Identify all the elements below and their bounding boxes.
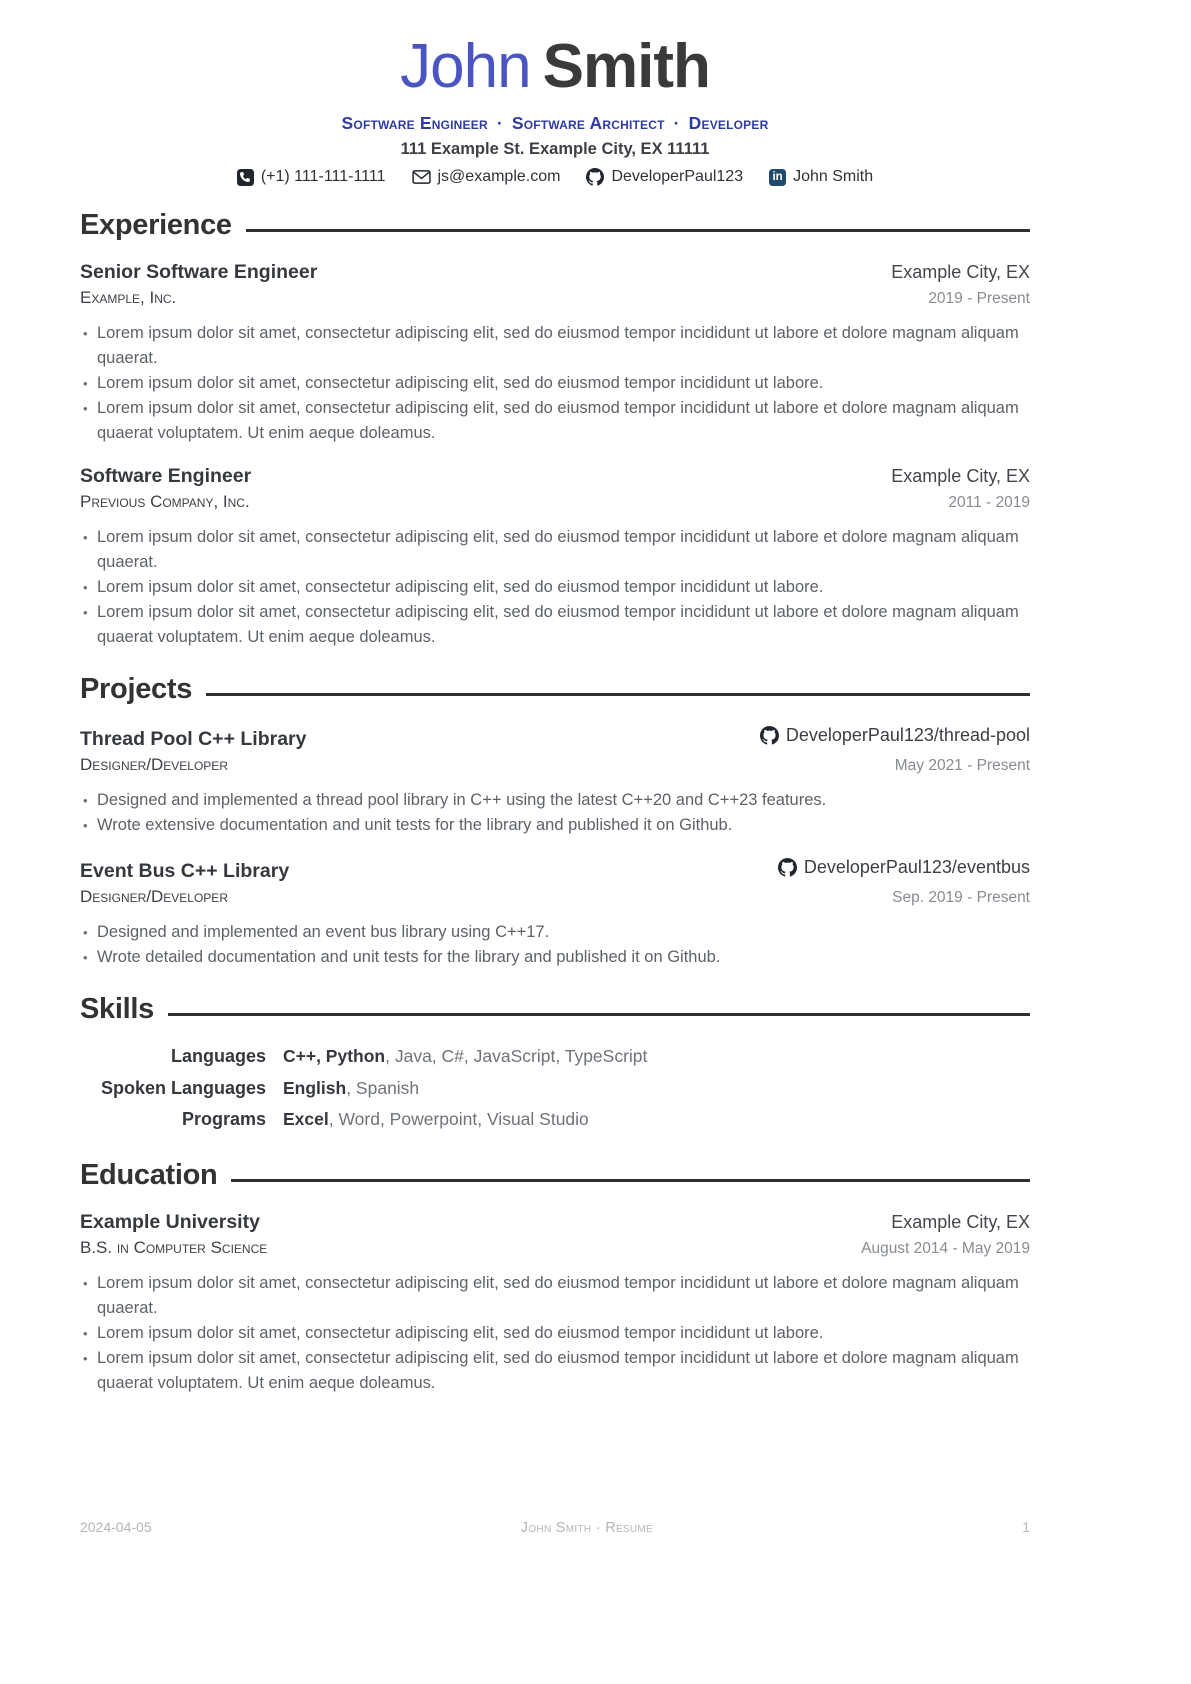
tagline-separator: · (496, 113, 503, 134)
bullet-item: • Wrote extensive documentation and unit tests for the library and published it on Github. (80, 813, 1030, 838)
project-title: Thread Pool C++ Library (80, 728, 307, 751)
email-address: js@example.com (437, 168, 561, 186)
job-bullets (80, 321, 1030, 446)
school-location: Example City, EX (891, 1211, 1030, 1232)
skills-table (80, 1041, 1030, 1136)
section-rule (206, 693, 1030, 696)
contact-row (80, 168, 1030, 186)
bullet-item: • Designed and implemented a thread pool library in C++ using the latest C++20 and C++23 features. (80, 788, 1030, 813)
first-name: John (400, 32, 531, 101)
skill-value-primary: English (283, 1077, 347, 1098)
skill-value (283, 1104, 589, 1136)
skill-value-primary: Excel (283, 1109, 329, 1130)
section-education (80, 1159, 1030, 1396)
education-entry (80, 1211, 1030, 1396)
section-heading-row (80, 209, 1030, 242)
skill-value (283, 1073, 419, 1105)
section-title: Projects (80, 673, 193, 706)
project-entry (80, 857, 1030, 970)
email-contact[interactable] (412, 168, 561, 186)
last-name: Smith (542, 32, 710, 101)
github-repo-link[interactable] (760, 725, 1030, 746)
job-title: Software Engineer (80, 465, 252, 488)
footer-page-number: 1 (1022, 1519, 1030, 1535)
bullet-item: • Lorem ipsum dolor sit amet, consectetur adipiscing elit, sed do eiusmod tempor incididunt ut labore. (80, 371, 1030, 396)
skill-row (80, 1041, 1030, 1073)
project-bullets (80, 920, 1030, 970)
bullet-item: • Designed and implemented an event bus library using C++17. (80, 920, 1030, 945)
skill-label: Spoken Languages (100, 1077, 266, 1098)
section-rule (168, 1013, 1030, 1016)
section-heading-row (80, 673, 1030, 706)
skill-row (80, 1104, 1030, 1136)
job-location: Example City, EX (891, 262, 1030, 283)
resume-header (80, 34, 1030, 186)
project-dates: Sep. 2019 - Present (892, 889, 1030, 907)
repo-name: DeveloperPaul123/eventbus (803, 857, 1030, 878)
section-heading-row (80, 993, 1030, 1026)
linkedin-contact[interactable] (769, 168, 873, 186)
project-role: Designer/Developer (80, 887, 228, 907)
github-repo-link[interactable] (778, 857, 1030, 878)
tagline: Software Engineer (341, 113, 488, 134)
github-icon (778, 858, 797, 877)
repo-name: DeveloperPaul123/thread-pool (785, 725, 1030, 746)
section-experience (80, 209, 1030, 650)
job-dates: 2019 - Present (928, 290, 1030, 308)
project-bullets (80, 788, 1030, 838)
job-dates: 2011 - 2019 (948, 494, 1030, 512)
section-projects (80, 673, 1030, 970)
section-rule (231, 1179, 1030, 1182)
skill-row (80, 1073, 1030, 1105)
page-footer (80, 1519, 1030, 1536)
company-name: Example, Inc. (80, 288, 177, 308)
taglines (80, 113, 1030, 134)
bullet-item: • Lorem ipsum dolor sit amet, consectetur adipiscing elit, sed do eiusmod tempor incididunt ut labore et dolore magnam aliquam quaerat voluptatem. Ut enim aeque doleamus. (80, 600, 1030, 650)
full-name (80, 34, 1030, 99)
phone-number: (+1) 111-111-1111 (260, 168, 386, 186)
bullet-item: • Lorem ipsum dolor sit amet, consectetur adipiscing elit, sed do eiusmod tempor incididunt ut labore et dolore magnam aliquam quaerat. (80, 1271, 1030, 1321)
bullet-item: • Lorem ipsum dolor sit amet, consectetur adipiscing elit, sed do eiusmod tempor incididunt ut labore. (80, 575, 1030, 600)
tagline: Software Architect (511, 113, 665, 134)
job-title: Senior Software Engineer (80, 261, 318, 284)
education-dates: August 2014 - May 2019 (861, 1239, 1030, 1257)
address-line: 111 Example St. Example City, EX 11111 (400, 140, 710, 159)
section-title: Experience (80, 209, 232, 242)
section-rule (246, 229, 1030, 232)
school-name: Example University (80, 1210, 260, 1233)
project-dates: May 2021 - Present (894, 757, 1030, 775)
bullet-item: • Lorem ipsum dolor sit amet, consectetur adipiscing elit, sed do eiusmod tempor incididunt ut labore. (80, 1321, 1030, 1346)
github-contact[interactable] (586, 168, 743, 186)
job-bullets (80, 525, 1030, 650)
footer-title: John Smith · Résumé (520, 1520, 654, 1536)
section-skills (80, 993, 1030, 1136)
project-title: Event Bus C++ Library (80, 860, 290, 883)
skill-value-secondary: , Java, C#, JavaScript, TypeScript (385, 1046, 648, 1067)
skill-value-primary: C++, Python (283, 1046, 386, 1067)
footer-date: 2024-04-05 (80, 1519, 152, 1535)
email-icon (412, 170, 431, 184)
github-icon (586, 168, 604, 186)
section-heading-row (80, 1159, 1030, 1192)
github-username: DeveloperPaul123 (611, 168, 744, 186)
bullet-item: • Lorem ipsum dolor sit amet, consectetur adipiscing elit, sed do eiusmod tempor incididunt ut labore et dolore magnam aliquam quaerat voluptatem. Ut enim aeque doleamus. (80, 1346, 1030, 1396)
skill-value (283, 1041, 647, 1073)
bullet-item: • Lorem ipsum dolor sit amet, consectetur adipiscing elit, sed do eiusmod tempor incididunt ut labore et dolore magnam aliquam quaerat voluptatem. Ut enim aeque doleamus. (80, 396, 1030, 446)
education-bullets (80, 1271, 1030, 1396)
bullet-item: • Wrote detailed documentation and unit tests for the library and published it on Github. (80, 945, 1030, 970)
phone-contact[interactable] (237, 168, 386, 186)
degree-name: B.S. in Computer Science (80, 1237, 268, 1257)
skill-label: Programs (181, 1109, 266, 1130)
linkedin-icon (769, 169, 786, 186)
bullet-item: • Lorem ipsum dolor sit amet, consectetur adipiscing elit, sed do eiusmod tempor incididunt ut labore et dolore magnam aliquam quaerat. (80, 525, 1030, 575)
experience-entry (80, 465, 1030, 650)
skill-value-secondary: , Spanish (346, 1077, 420, 1098)
section-title: Skills (80, 993, 154, 1026)
skill-label: Languages (170, 1046, 266, 1067)
linkedin-name: John Smith (793, 168, 874, 186)
project-entry (80, 725, 1030, 838)
github-icon (760, 726, 779, 745)
tagline: Developer (688, 113, 769, 134)
bullet-item: • Lorem ipsum dolor sit amet, consectetur adipiscing elit, sed do eiusmod tempor incididunt ut labore et dolore magnam aliquam quaerat. (80, 321, 1030, 371)
project-role: Designer/Developer (80, 755, 228, 775)
phone-icon (237, 169, 254, 186)
company-name: Previous Company, Inc. (80, 492, 250, 512)
skill-value-secondary: , Word, Powerpoint, Visual Studio (328, 1109, 589, 1130)
job-location: Example City, EX (891, 466, 1030, 487)
tagline-separator: · (673, 113, 680, 134)
experience-entry (80, 261, 1030, 446)
section-title: Education (80, 1158, 218, 1191)
